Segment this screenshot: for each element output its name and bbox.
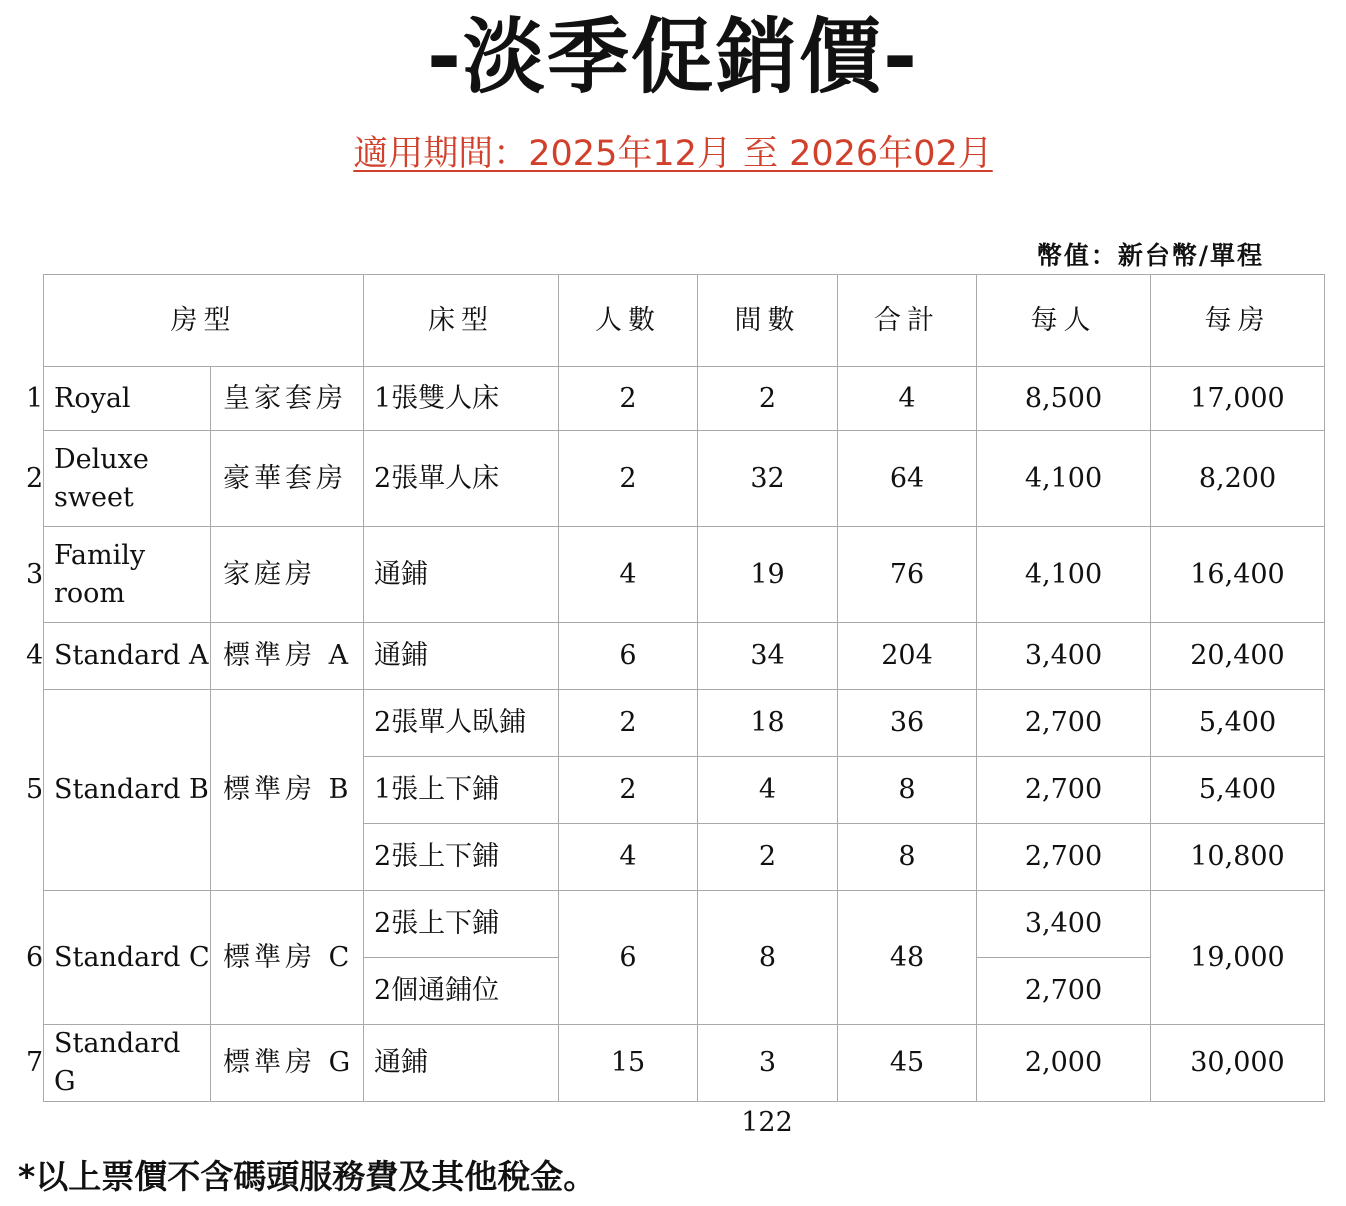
price-per-room: 5,400 bbox=[1151, 690, 1325, 757]
room-zh-name: 豪華套房 bbox=[211, 431, 364, 527]
footnote: *以上票價不含碼頭服務費及其他稅金。 bbox=[18, 1157, 597, 1196]
price-per-room: 8,200 bbox=[1151, 431, 1325, 527]
bed-type: 2個通鋪位 bbox=[364, 958, 559, 1025]
table-row bbox=[44, 367, 1325, 431]
room-en-name: 2 Deluxe sweet bbox=[44, 431, 211, 527]
bed-type: 通鋪 bbox=[364, 527, 559, 623]
persons: 15 bbox=[559, 1025, 698, 1102]
grand-total: 122 bbox=[741, 1107, 793, 1138]
price-per-person: 2,700 bbox=[977, 958, 1151, 1025]
room-en-name: 6 Standard C bbox=[44, 891, 211, 1025]
room-count: 19 bbox=[698, 527, 838, 623]
table-row bbox=[44, 431, 1325, 527]
price-per-room: 10,800 bbox=[1151, 824, 1325, 891]
currency-note: 幣值：新台幣/單程 bbox=[1036, 241, 1264, 270]
price-per-person: 4,100 bbox=[977, 431, 1151, 527]
header-per-person: 每人 bbox=[977, 275, 1151, 367]
bed-type: 通鋪 bbox=[364, 623, 559, 690]
total: 4 bbox=[838, 367, 977, 431]
bed-type: 1張上下鋪 bbox=[364, 757, 559, 824]
room-zh-name: 標準房 A bbox=[211, 623, 364, 690]
header-room-type: 房型 bbox=[44, 275, 364, 367]
header-row bbox=[44, 275, 1325, 367]
total: 8 bbox=[838, 824, 977, 891]
room-count: 18 bbox=[698, 690, 838, 757]
price-per-room: 5,400 bbox=[1151, 757, 1325, 824]
room-count: 8 bbox=[698, 891, 838, 1025]
room-zh-name: 皇家套房 bbox=[211, 367, 364, 431]
price-per-person: 3,400 bbox=[977, 891, 1151, 958]
table-row bbox=[44, 891, 1325, 958]
price-per-person: 3,400 bbox=[977, 623, 1151, 690]
room-count: 3 bbox=[698, 1025, 838, 1102]
room-en-name: 1 Royal bbox=[44, 367, 211, 431]
bed-type: 2張上下鋪 bbox=[364, 891, 559, 958]
room-zh-name: 家庭房 bbox=[211, 527, 364, 623]
header-bed-type: 床型 bbox=[364, 275, 559, 367]
total: 8 bbox=[838, 757, 977, 824]
price-per-person: 4,100 bbox=[977, 527, 1151, 623]
bed-type: 2張單人臥鋪 bbox=[364, 690, 559, 757]
header-total: 合計 bbox=[838, 275, 977, 367]
row-number: 1 bbox=[26, 382, 44, 414]
room-zh-name: 標準房 G bbox=[211, 1025, 364, 1102]
price-per-person: 8,500 bbox=[977, 367, 1151, 431]
row-number: 6 bbox=[26, 941, 44, 973]
room-count: 32 bbox=[698, 431, 838, 527]
price-per-room: 19,000 bbox=[1151, 891, 1325, 1025]
room-count: 2 bbox=[698, 367, 838, 431]
price-table bbox=[26, 274, 1325, 1102]
persons: 2 bbox=[559, 690, 698, 757]
room-en-name: 7 Standard G bbox=[44, 1025, 211, 1102]
total: 64 bbox=[838, 431, 977, 527]
room-count: 2 bbox=[698, 824, 838, 891]
price-per-room: 20,400 bbox=[1151, 623, 1325, 690]
price-per-person: 2,700 bbox=[977, 824, 1151, 891]
header-per-room: 每房 bbox=[1151, 275, 1325, 367]
valid-period: 適用期間：2025年12月 至 2026年02月 bbox=[353, 134, 993, 174]
persons: 2 bbox=[559, 367, 698, 431]
persons: 6 bbox=[559, 891, 698, 1025]
persons: 4 bbox=[559, 824, 698, 891]
table-row bbox=[44, 1025, 1325, 1102]
room-en-name: 3 Family room bbox=[44, 527, 211, 623]
total: 204 bbox=[838, 623, 977, 690]
price-per-room: 30,000 bbox=[1151, 1025, 1325, 1102]
room-zh-name: 標準房 B bbox=[211, 690, 364, 891]
total: 48 bbox=[838, 891, 977, 1025]
bed-type: 2張上下鋪 bbox=[364, 824, 559, 891]
header-persons: 人數 bbox=[559, 275, 698, 367]
table-row bbox=[44, 527, 1325, 623]
row-number: 2 bbox=[26, 462, 44, 494]
row-number: 3 bbox=[26, 558, 44, 590]
persons: 6 bbox=[559, 623, 698, 690]
price-per-person: 2,700 bbox=[977, 690, 1151, 757]
persons: 2 bbox=[559, 431, 698, 527]
room-en-name: 5 Standard B bbox=[44, 690, 211, 891]
total: 36 bbox=[838, 690, 977, 757]
page-title: -淡季促銷價- bbox=[426, 10, 920, 105]
price-per-person: 2,000 bbox=[977, 1025, 1151, 1102]
total: 45 bbox=[838, 1025, 977, 1102]
header-rooms: 間數 bbox=[698, 275, 838, 367]
total: 76 bbox=[838, 527, 977, 623]
table-row bbox=[44, 623, 1325, 690]
room-en-name: 4 Standard A bbox=[44, 623, 211, 690]
row-number: 7 bbox=[26, 1047, 44, 1078]
persons: 4 bbox=[559, 527, 698, 623]
room-count: 34 bbox=[698, 623, 838, 690]
bed-type: 通鋪 bbox=[364, 1025, 559, 1102]
table-row bbox=[44, 690, 1325, 757]
room-count: 4 bbox=[698, 757, 838, 824]
row-number: 4 bbox=[26, 640, 44, 671]
bed-type: 2張單人床 bbox=[364, 431, 559, 527]
price-per-person: 2,700 bbox=[977, 757, 1151, 824]
bed-type: 1張雙人床 bbox=[364, 367, 559, 431]
room-zh-name: 標準房 C bbox=[211, 891, 364, 1025]
price-per-room: 16,400 bbox=[1151, 527, 1325, 623]
persons: 2 bbox=[559, 757, 698, 824]
row-number: 5 bbox=[26, 774, 44, 805]
price-per-room: 17,000 bbox=[1151, 367, 1325, 431]
